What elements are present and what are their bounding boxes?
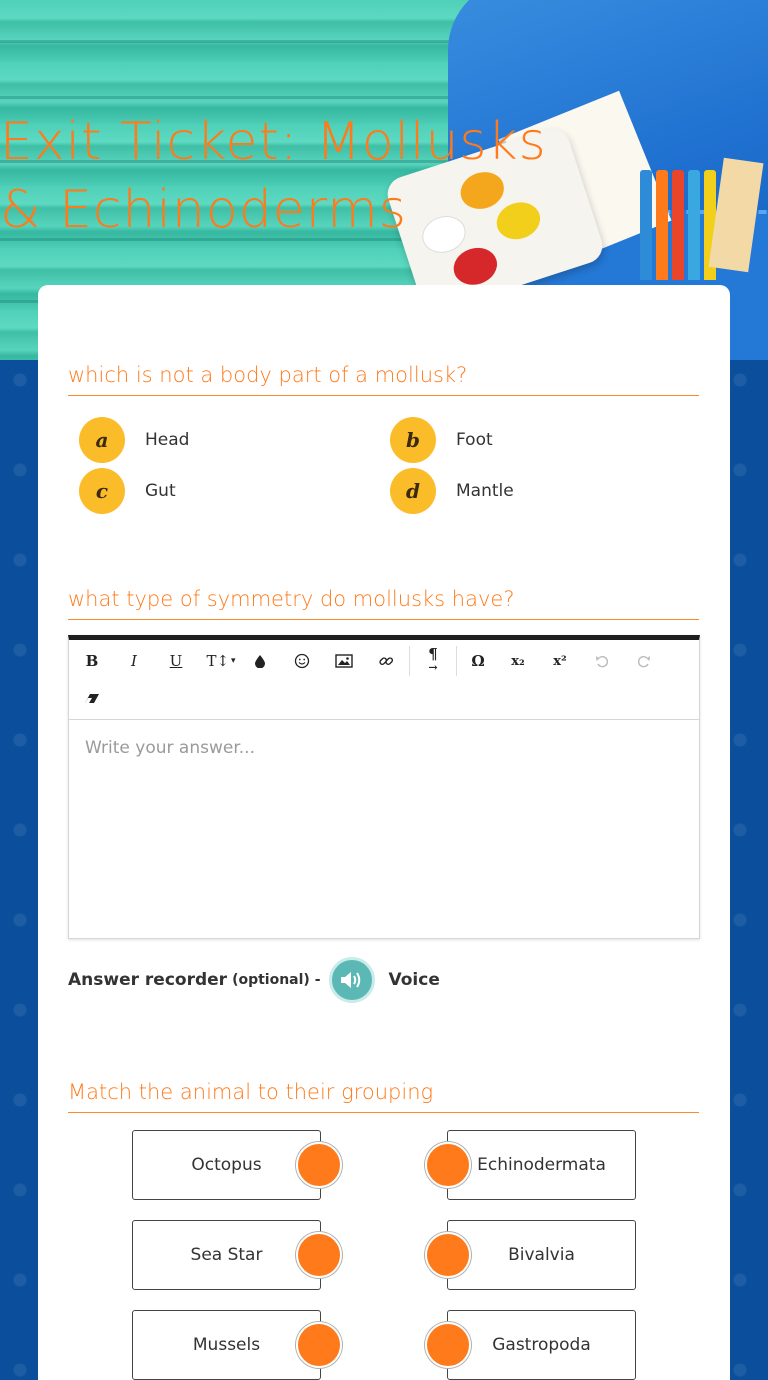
match-connector-dot[interactable] — [425, 1322, 471, 1368]
worksheet-card — [38, 285, 730, 1380]
answer-textarea[interactable]: Write your answer... — [85, 738, 255, 758]
pencil-blue — [640, 170, 652, 280]
match-connector-dot[interactable] — [296, 1232, 342, 1278]
text-size-label: T↕ — [206, 652, 230, 670]
option-letter: d — [390, 468, 436, 514]
chevron-down-icon: ▾ — [231, 656, 236, 666]
question-3-title: Match the animal to their grouping — [68, 1080, 699, 1113]
option-letter: a — [79, 417, 125, 463]
image-icon[interactable] — [327, 646, 361, 676]
question-1-title: which is not a body part of a mollusk? — [68, 363, 699, 396]
recorder-label: Answer recorder — [68, 970, 228, 990]
option-text: Head — [145, 430, 190, 450]
match-right-item[interactable]: Echinodermata — [447, 1130, 636, 1200]
option-c[interactable] — [79, 468, 176, 514]
redo-icon[interactable] — [627, 646, 661, 676]
paragraph-icon[interactable] — [416, 646, 450, 676]
bold-icon[interactable]: B — [85, 652, 99, 670]
match-connector-dot[interactable] — [425, 1142, 471, 1188]
emoji-icon[interactable] — [285, 646, 319, 676]
text-size-icon[interactable] — [201, 646, 241, 676]
paragraph-label: ¶ — [428, 645, 438, 663]
answer-recorder — [68, 957, 440, 1003]
option-letter: b — [390, 417, 436, 463]
option-text: Gut — [145, 481, 176, 501]
undo-icon[interactable] — [585, 646, 619, 676]
pencil-red — [672, 170, 684, 280]
italic-icon[interactable]: I — [131, 652, 137, 670]
voice-button-label[interactable]: Voice — [388, 970, 440, 990]
subscript-icon[interactable]: x₂ — [511, 653, 525, 669]
match-left-item[interactable]: Octopus — [132, 1130, 321, 1200]
match-connector-dot[interactable] — [425, 1232, 471, 1278]
match-left-item[interactable]: Mussels — [132, 1310, 321, 1380]
pencil-cyan — [688, 170, 700, 280]
match-right-item[interactable]: Gastropoda — [447, 1310, 636, 1380]
option-text: Mantle — [456, 481, 514, 501]
option-letter: c — [79, 468, 125, 514]
plank-line — [0, 40, 470, 43]
option-d[interactable] — [390, 468, 514, 514]
toolbar-divider — [456, 646, 457, 676]
paint-red — [449, 242, 502, 290]
plank-line — [0, 96, 470, 99]
arrow-right-icon: → — [428, 661, 438, 674]
option-b[interactable] — [390, 417, 493, 463]
page-title: Exit Ticket: Mollusks & Echinoderms — [0, 112, 547, 240]
toolbar-divider — [409, 646, 410, 676]
superscript-icon[interactable]: x² — [553, 653, 567, 669]
match-connector-dot[interactable] — [296, 1142, 342, 1188]
option-text: Foot — [456, 430, 493, 450]
rich-text-editor — [68, 635, 700, 939]
special-char-icon[interactable]: Ω — [471, 652, 485, 670]
match-left-item[interactable]: Sea Star — [132, 1220, 321, 1290]
option-a[interactable] — [79, 417, 189, 463]
question-2-title: what type of symmetry do mollusks have? — [68, 587, 699, 620]
underline-icon[interactable]: U — [169, 652, 183, 670]
speaker-icon[interactable] — [329, 957, 375, 1003]
link-icon[interactable] — [369, 646, 403, 676]
match-right-item[interactable]: Bivalvia — [447, 1220, 636, 1290]
recorder-optional: (optional) - — [232, 972, 321, 988]
match-connector-dot[interactable] — [296, 1322, 342, 1368]
color-drop-icon[interactable] — [243, 646, 277, 676]
eraser-icon[interactable] — [75, 684, 109, 714]
pencil-orange — [656, 170, 668, 280]
editor-toolbar — [69, 640, 699, 720]
